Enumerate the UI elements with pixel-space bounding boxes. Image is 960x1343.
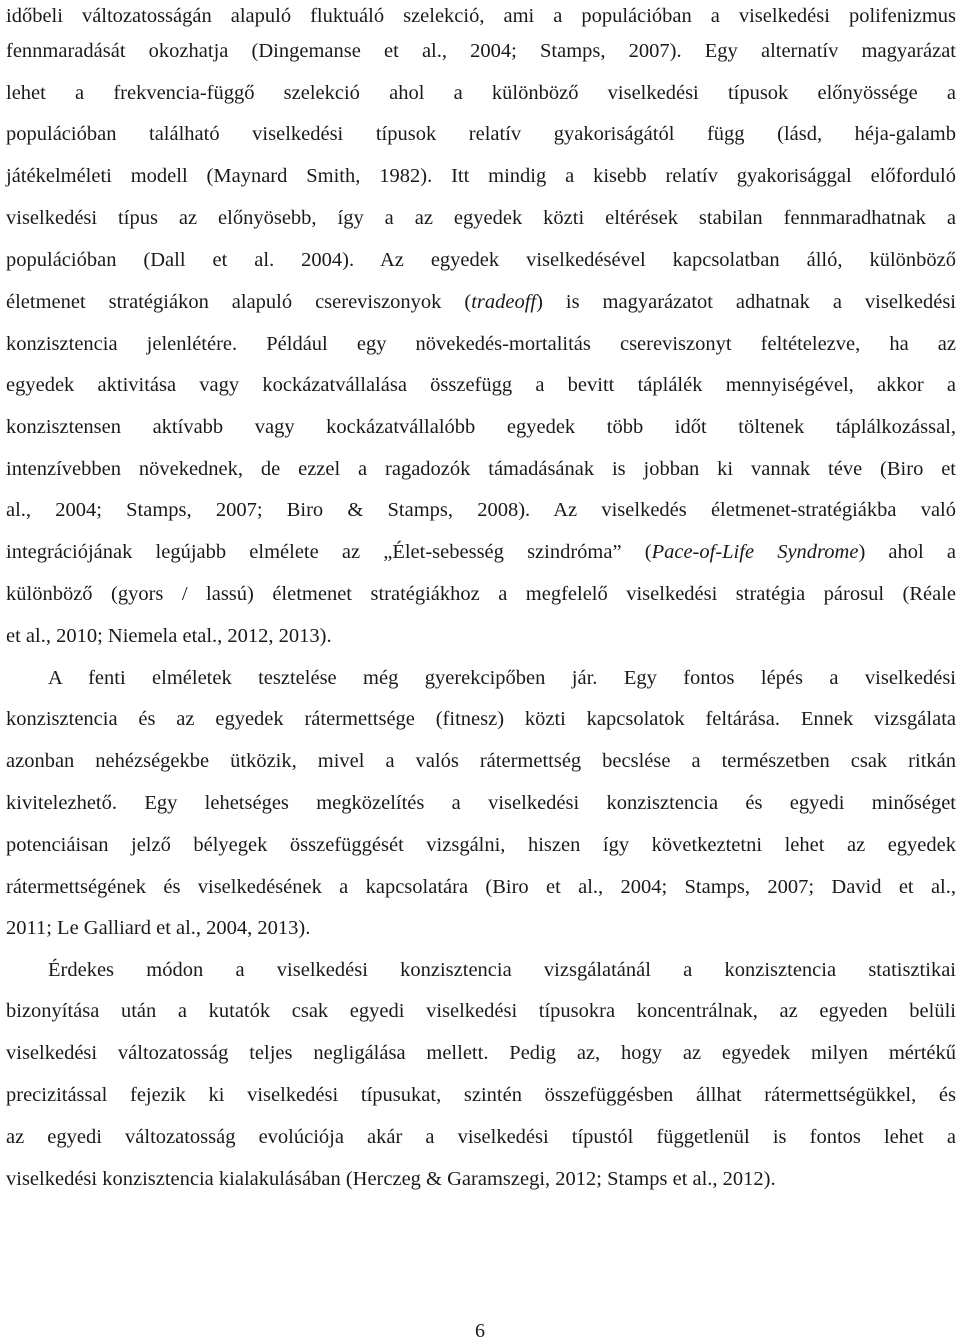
- text-line: 2011; Le Galliard et al., 2004, 2013).: [6, 917, 311, 939]
- text-line: viselkedési típus az előnyösebb, így a az egyedek közti eltérések stabilan fennmaradhatnak a: [6, 207, 956, 229]
- text-line: Érdekes módon a viselkedési konzisztencia vizsgálatánál a konzisztencia statisztikai: [48, 959, 956, 981]
- text-line: A fenti elméletek tesztelése még gyerekcipőben jár. Egy fontos lépés a viselkedési: [48, 667, 956, 689]
- text-line: időbeli változatosságán alapuló fluktuáló szelekció, ami a populációban a viselkedési polifenizmus: [6, 5, 956, 27]
- text-line: intenzívebben növekednek, de ezzel a ragadozók támadásának is jobban ki vannak téve (Biro et: [6, 458, 956, 480]
- text-line: egyedek aktivitása vagy kockázatvállalása összefügg a bevitt táplálék mennyiségével, akkor a: [6, 374, 956, 396]
- text-line: fennmaradását okozhatja (Dingemanse et al., 2004; Stamps, 2007). Egy alternatív magyarázat: [6, 40, 956, 62]
- italic-term: tradeoff: [471, 291, 537, 313]
- italic-term: Pace-of-Life Syndrome: [651, 541, 859, 563]
- text-line: azonban nehézségekbe ütközik, mivel a valós rátermettség becslése a természetben csak ritkán: [6, 750, 956, 772]
- text-line: az egyedi változatosság evolúciója akár a viselkedési típustól függetlenül is fontos lehet a: [6, 1126, 956, 1148]
- text-line: et al., 2010; Niemela etal., 2012, 2013).: [6, 625, 332, 647]
- text-line: viselkedési konzisztencia kialakulásában (Herczeg & Garamszegi, 2012; Stamps et al., 2012).: [6, 1168, 776, 1190]
- text-line: integrációjának legújabb elmélete az „Élet-sebesség szindróma” (Pace-of-Life Syndrome) ahol a: [6, 541, 956, 563]
- text-line: populációban található viselkedési típusok relatív gyakoriságától függ (lásd, héja-galamb: [6, 123, 956, 145]
- text-line: játékelméleti modell (Maynard Smith, 1982). Itt mindig a kisebb relatív gyakorisággal előforduló: [6, 165, 956, 187]
- text-line: életmenet stratégiákon alapuló csereviszonyok (tradeoff) is magyarázatot adhatnak a viselkedési: [6, 291, 956, 313]
- text-line: potenciáisan jelző bélyegek összefüggését vizsgálni, hiszen így következtetni lehet az egyedek: [6, 834, 956, 856]
- text-line: bizonyítása után a kutatók csak egyedi viselkedési típusokra koncentrálnak, az egyeden belüli: [6, 1000, 956, 1022]
- text-line: populációban (Dall et al. 2004). Az egyedek viselkedésével kapcsolatban álló, különböző: [6, 249, 956, 271]
- text-line: különböző (gyors / lassú) életmenet stratégiákhoz a megfelelő viselkedési stratégia párosul (Réale: [6, 583, 956, 605]
- text-line: precizitással fejezik ki viselkedési típusukat, szintén összefüggésben állhat rátermettségükkel, és: [6, 1084, 956, 1106]
- page-number: 6: [475, 1320, 485, 1342]
- text-line: kivitelezhető. Egy lehetséges megközelítés a viselkedési konzisztencia és egyedi minőséget: [6, 792, 956, 814]
- text-line: rátermettségének és viselkedésének a kapcsolatára (Biro et al., 2004; Stamps, 2007; David et al.,: [6, 876, 956, 898]
- text-line: viselkedési változatosság teljes negligálása mellett. Pedig az, hogy az egyedek milyen mértékű: [6, 1042, 956, 1064]
- text-line: konzisztensen aktívabb vagy kockázatvállalóbb egyedek több időt töltenek táplálkozással,: [6, 416, 956, 438]
- text-line: konzisztencia és az egyedek rátermettsége (fitnesz) közti kapcsolatok feltárása. Ennek vizsgálata: [6, 708, 956, 730]
- text-line: lehet a frekvencia-függő szelekció ahol a különböző viselkedési típusok előnyössége a: [6, 82, 956, 104]
- text-line: konzisztencia jelenlétére. Például egy növekedés-mortalitás csereviszonyt feltételezve, ha az: [6, 333, 956, 355]
- text-line: al., 2004; Stamps, 2007; Biro & Stamps, 2008). Az viselkedés életmenet-stratégiákba való: [6, 499, 956, 521]
